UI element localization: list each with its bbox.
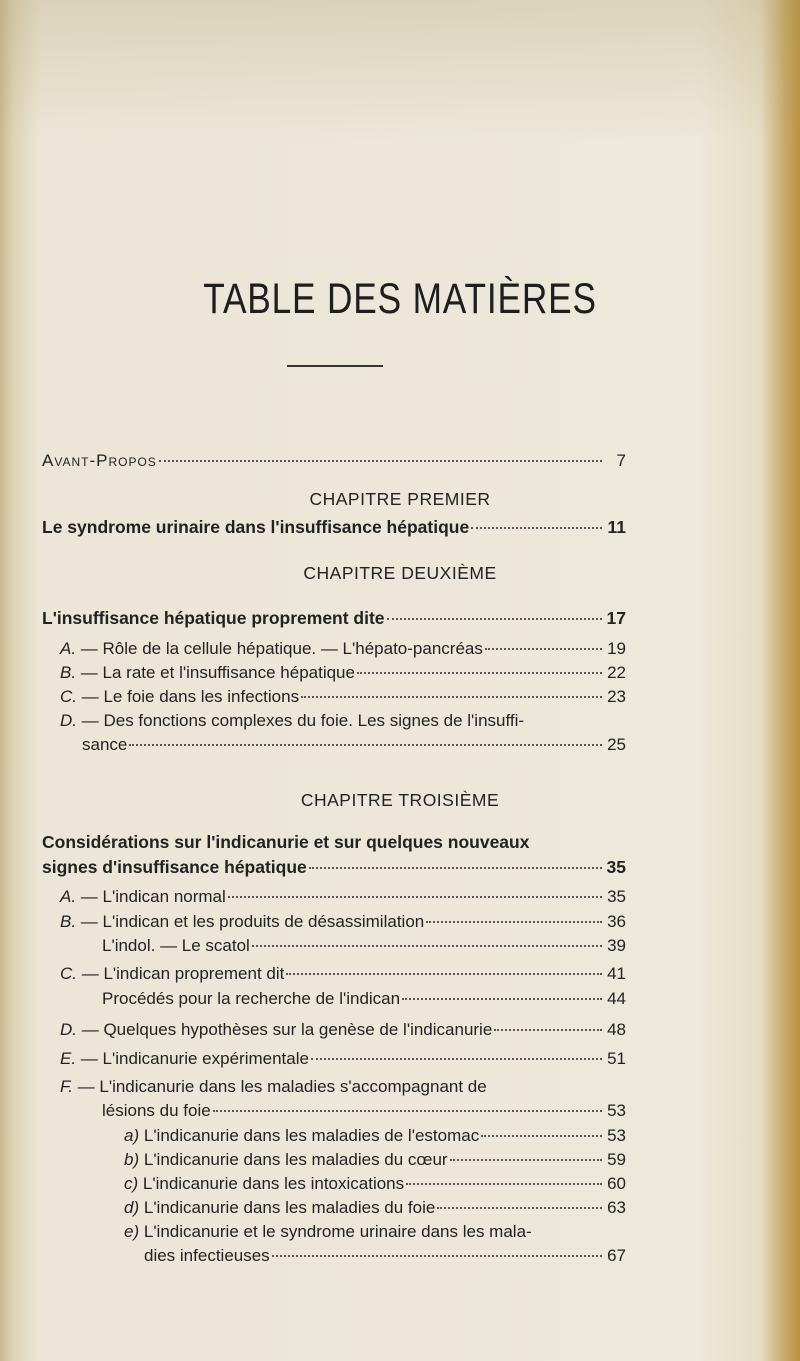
toc-entry-label: L'indicanurie dans les maladies de l'estomac <box>143 1126 480 1145</box>
toc-entry-label: signes d'insuffisance hépatique <box>42 857 307 877</box>
toc-page-number: 17 <box>606 608 626 628</box>
leader-dots <box>252 945 602 947</box>
toc-entry-label: dies infectieuses <box>144 1246 270 1265</box>
toc-entry-label: L'indicanurie dans les maladies du cœur <box>143 1150 448 1169</box>
leader-dots <box>481 1135 602 1137</box>
leader-dots <box>159 460 602 462</box>
leader-dots <box>311 1058 602 1060</box>
entry-letter: C. <box>60 687 77 706</box>
toc-page-number: 35 <box>607 887 626 906</box>
leader-dots <box>129 744 602 746</box>
toc-page-number: 53 <box>607 1126 626 1145</box>
toc-entry <box>60 886 626 908</box>
toc-page-number: 39 <box>607 936 626 955</box>
entry-letter: C. <box>60 964 77 983</box>
toc-page-number: 19 <box>607 639 626 658</box>
toc-chapter-1 <box>42 516 626 538</box>
toc-entry <box>102 935 626 957</box>
leader-dots <box>406 1183 602 1185</box>
entry-letter: a) <box>124 1126 140 1145</box>
toc-chapter-2 <box>42 607 626 629</box>
title-divider <box>287 365 383 367</box>
toc-page-number: 25 <box>607 735 626 754</box>
toc-entry <box>60 1048 626 1070</box>
toc-entry-continuation <box>82 734 626 756</box>
toc-subentry <box>124 1125 626 1147</box>
leader-dots <box>450 1159 602 1161</box>
toc-page-number: 53 <box>607 1101 626 1120</box>
toc-entry-label: L'insuffisance hépatique proprement dite <box>42 608 385 628</box>
toc-entry-label: Procédés pour la recherche de l'indican <box>102 989 401 1008</box>
toc-page-number: 7 <box>616 451 626 470</box>
chapter-heading-3: CHAPITRE TROISIÈME <box>300 790 500 810</box>
toc-entry-label: lésions du foie <box>102 1101 211 1120</box>
entry-letter: E. <box>60 1049 77 1068</box>
toc-entry-label: — La rate et l'insuffisance hépatique <box>80 663 355 682</box>
toc-entry-label: — Quelques hypothèses sur la genèse de l'indicanurie <box>81 1020 493 1039</box>
toc-page-number: 48 <box>607 1020 626 1039</box>
toc-entry <box>60 1076 487 1098</box>
entry-letter: b) <box>124 1150 140 1169</box>
toc-page-number: 35 <box>606 857 626 877</box>
leader-dots <box>357 672 602 674</box>
toc-entry-label: Avant-Propos <box>42 451 157 470</box>
toc-entry-label: — Rôle de la cellule hépatique. — L'hépato-pancréas <box>80 639 483 658</box>
toc-entry-label: — L'indican et les produits de désassimilation <box>80 912 425 931</box>
toc-page-number: 59 <box>607 1150 626 1169</box>
toc-entry-label: — L'indicanurie dans les maladies s'accompagnant de <box>77 1077 487 1096</box>
entry-letter: B. <box>60 663 77 682</box>
entry-letter: e) <box>124 1222 140 1241</box>
entry-letter: A. <box>60 887 77 906</box>
toc-entry <box>102 988 626 1010</box>
toc-entry-label: — L'indican normal <box>80 887 226 906</box>
toc-entry-label: — L'indican proprement dit <box>81 964 285 983</box>
toc-entry <box>60 710 524 732</box>
toc-entry-label: L'indol. — Le scatol <box>102 936 250 955</box>
toc-entry <box>60 686 626 708</box>
toc-entry-label: L'indicanurie dans les intoxications <box>142 1174 405 1193</box>
entry-letter: B. <box>60 912 77 931</box>
toc-page-number: 11 <box>607 517 626 537</box>
chapter-heading-2: CHAPITRE DEUXIÈME <box>303 563 497 583</box>
toc-entry-continuation <box>144 1245 626 1267</box>
toc-entry-continuation <box>102 1100 626 1122</box>
toc-entry <box>60 662 626 684</box>
toc-chapter-3-line1: Considérations sur l'indicanurie et sur quelques nouveaux <box>42 832 530 852</box>
toc-entry-label: — L'indicanurie expérimentale <box>80 1049 309 1068</box>
leader-dots <box>213 1110 602 1112</box>
toc-page-number: 60 <box>607 1174 626 1193</box>
chapter-heading-1: CHAPITRE PREMIER <box>309 489 491 509</box>
leader-dots <box>471 527 602 529</box>
leader-dots <box>494 1029 602 1031</box>
leader-dots <box>272 1255 602 1257</box>
entry-letter: F. <box>60 1077 73 1096</box>
toc-entry <box>60 911 626 933</box>
toc-entry-label: L'indicanurie et le syndrome urinaire dans les mala- <box>143 1222 532 1241</box>
toc-page-number: 44 <box>607 989 626 1008</box>
page-title: TABLE DES MATIÈRES <box>203 275 597 323</box>
leader-dots <box>387 618 602 620</box>
toc-subentry <box>124 1197 626 1219</box>
leader-dots <box>402 998 602 1000</box>
toc-entry-label: Le syndrome urinaire dans l'insuffisance hépatique <box>42 517 470 537</box>
toc-page-number: 36 <box>607 912 626 931</box>
toc-subentry <box>124 1173 626 1195</box>
toc-page-number: 23 <box>607 687 626 706</box>
toc-entry-label: sance <box>82 735 128 754</box>
toc-page-number: 41 <box>607 964 626 983</box>
toc-page-number: 51 <box>607 1049 626 1068</box>
leader-dots <box>228 896 602 898</box>
toc-subentry <box>124 1221 532 1243</box>
toc-entry-label: L'indicanurie dans les maladies du foie <box>143 1198 436 1217</box>
entry-letter: D. <box>60 1020 77 1039</box>
toc-entry <box>60 1019 626 1041</box>
toc-entry-label: — Des fonctions complexes du foie. Les signes de l'insuffi- <box>81 711 525 730</box>
leader-dots <box>485 648 602 650</box>
leader-dots <box>301 696 602 698</box>
toc-page-number: 22 <box>607 663 626 682</box>
entry-letter: D. <box>60 711 77 730</box>
leader-dots <box>309 867 602 869</box>
entry-letter: c) <box>124 1174 139 1193</box>
leader-dots <box>286 973 602 975</box>
toc-entry-label: — Le foie dans les infections <box>81 687 300 706</box>
leader-dots <box>437 1207 602 1209</box>
toc-chapter-3 <box>42 856 626 878</box>
toc-page-number: 63 <box>607 1198 626 1217</box>
entry-letter: d) <box>124 1198 140 1217</box>
leader-dots <box>426 921 602 923</box>
toc-entry <box>60 963 626 985</box>
toc-page-number: 67 <box>607 1246 626 1265</box>
toc-avant-propos <box>42 450 626 472</box>
entry-letter: A. <box>60 639 77 658</box>
toc-entry <box>60 638 626 660</box>
toc-subentry <box>124 1149 626 1171</box>
